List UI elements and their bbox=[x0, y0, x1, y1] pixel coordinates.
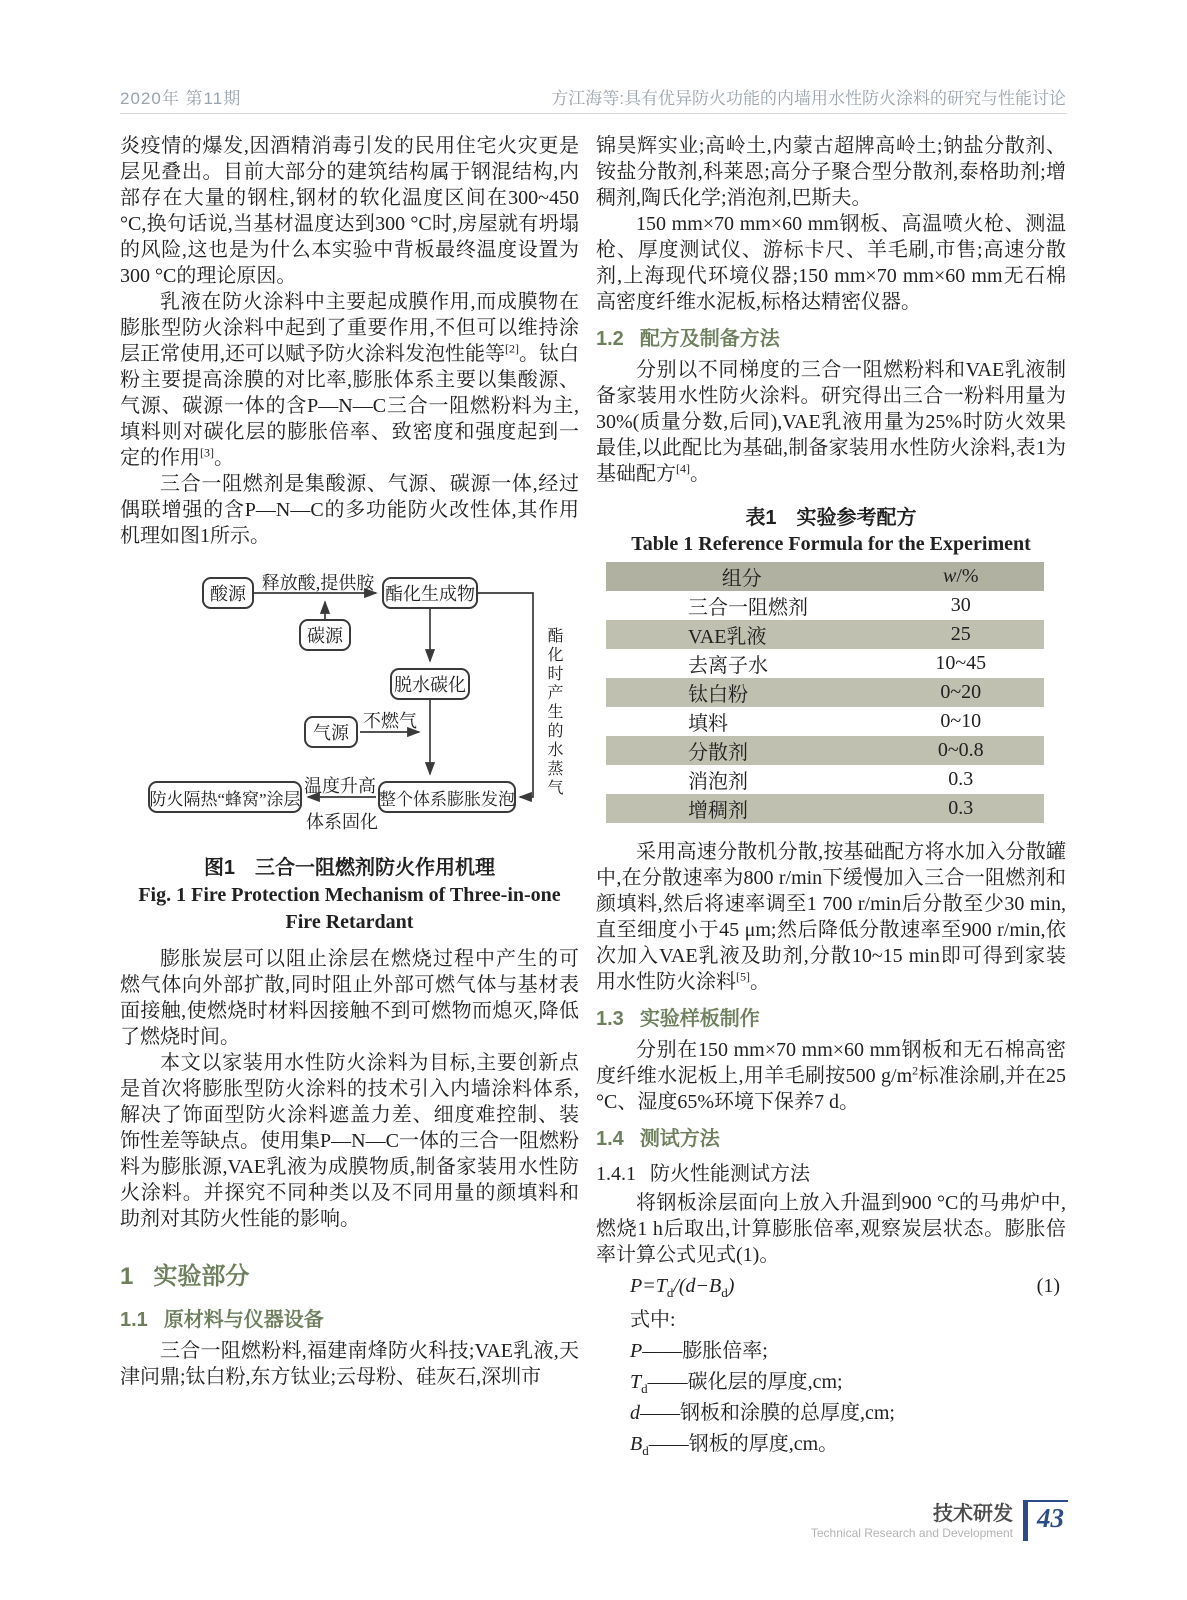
citation-ref: [2] bbox=[505, 341, 519, 356]
header-running-title: 方江海等:具有优异防火功能的内墙用水性防火涂料的研究与性能讨论 bbox=[551, 89, 1066, 108]
component-cell: 分散剂 bbox=[606, 736, 878, 765]
paragraph bbox=[120, 289, 579, 471]
table-header-wpercent bbox=[878, 562, 1044, 591]
component-cell: 填料 bbox=[688, 713, 728, 735]
section-title: 实验部分 bbox=[153, 1263, 250, 1290]
table-row bbox=[606, 736, 1044, 765]
node-carbon-source: 碳源 bbox=[299, 619, 351, 651]
table-header-row bbox=[606, 562, 1044, 591]
section-number: 1.2 bbox=[596, 328, 624, 350]
footer-section bbox=[811, 1503, 1013, 1541]
section-heading-1-2 bbox=[596, 322, 1066, 351]
section-number: 1.4 bbox=[596, 1128, 624, 1150]
table-header-percent: /% bbox=[956, 565, 979, 587]
paragraph-text: 。 bbox=[214, 447, 234, 469]
value-cell: 0.3 bbox=[948, 768, 974, 790]
page-footer bbox=[811, 1500, 1068, 1541]
value-cell: 0~20 bbox=[878, 678, 1044, 707]
table-row bbox=[606, 678, 1044, 707]
table-row bbox=[606, 591, 1044, 620]
paragraph: 三合一阻燃剂是集酸源、气源、碳源一体,经过偶联增强的含P—N—C的多功能防火改性体,其作用机理如图1所示。 bbox=[120, 473, 579, 547]
paragraph: 炎疫情的爆发,因酒精消毒引发的民用住宅火灾更是层见叠出。目前大部分的建筑结构属于钢混结构,内部存在大量的钢柱,钢材的软化温度区间在300~450 °C,换句话说,当基材温度达到300 °C时,房屋就有坍塌的风险,这也是为什么本实验中背板最终温度设置为300 °C的理论原因。 bbox=[120, 135, 579, 287]
variable: P bbox=[630, 1340, 643, 1362]
right-column bbox=[596, 133, 1066, 1460]
paragraph: 本文以家装用水性防火涂料为目标,主要创新点是首次将膨胀型防火涂料的技术引入内墙涂料体系,解决了饰面型防火涂料遮盖力差、细度难控制、装饰性差等缺点。使用集P—N—C一体的三合一阻燃粉料为膨胀源,VAE乳液为成膜物质,制备家装用水性防火涂料。并探究不同种类以及不同用量的颜填料和助剂对其防火性能的影响。 bbox=[120, 1052, 579, 1230]
page-number: 43 bbox=[1037, 1503, 1064, 1533]
node-acid-source: 酸源 bbox=[202, 577, 254, 609]
figure-caption-en: Fig. 1 Fire Protection Mechanism of Three-in-one Fire Retardant bbox=[138, 884, 561, 933]
definition-line bbox=[596, 1336, 1066, 1367]
definition-text: ——膨胀倍率; bbox=[642, 1340, 768, 1362]
edge-label-nonflammable-gas: 不燃气 bbox=[363, 711, 417, 731]
paragraph-text: 。钛白粉主要提高涂膜的对比率,膨胀体系主要以集酸源、气源、碳源一体的含P—N—C三合一阻燃粉料为主,填料则对碳化层的膨胀倍率、致密度和强度起到一定的作用 bbox=[120, 343, 579, 469]
paragraph-text: 。 bbox=[690, 463, 710, 485]
paragraph: 膨胀炭层可以阻止涂层在燃烧过程中产生的可燃气体向外部扩散,同时阻止外部可燃气体与基材表面接触,使燃烧时材料因接触不到可燃物而熄灭,降低了燃烧时间。 bbox=[120, 948, 579, 1048]
left-column bbox=[120, 133, 579, 1390]
component-cell: 钛白粉 bbox=[606, 678, 878, 707]
value-cell: 10~45 bbox=[935, 652, 987, 674]
equation-text: ) bbox=[727, 1275, 735, 1297]
reference-formula-table bbox=[606, 562, 1044, 823]
table-header-w: w bbox=[942, 565, 957, 587]
paragraph: 将钢板涂层面向上放入升温到900 °C的马弗炉中,燃烧1 h后取出,计算膨胀倍率,观察炭层状态。膨胀倍率计算公式见式(1)。 bbox=[596, 1192, 1066, 1266]
section-title: 实验样板制作 bbox=[639, 1008, 760, 1030]
paragraph bbox=[596, 357, 1066, 487]
definition-text: ——钢板的厚度,cm。 bbox=[648, 1433, 839, 1455]
definition-text: ——碳化层的厚度,cm; bbox=[647, 1371, 843, 1393]
table-row bbox=[606, 794, 1044, 823]
page-number-badge bbox=[1023, 1500, 1068, 1541]
paragraph-text: 分别在150 mm×70 mm×60 mm钢板和无石棉高密度纤维水泥板上,用羊毛刷按500 g/m bbox=[596, 1039, 1066, 1087]
paragraph-text: 标准涂刷,并在25 °C、湿度65%环境下保养7 d。 bbox=[596, 1065, 1066, 1113]
equation-number: (1) bbox=[1036, 1275, 1060, 1297]
section-number: 1 bbox=[120, 1263, 134, 1290]
citation-ref: [3] bbox=[200, 445, 214, 460]
table-title-en: Table 1 Reference Formula for the Experiment bbox=[631, 533, 1031, 555]
variable: B bbox=[630, 1433, 643, 1455]
variable: T bbox=[630, 1371, 642, 1393]
paragraph-text: 采用高速分散机分散,按基础配方将水加入分散罐中,在分散速率为800 r/min下缓慢加入三合一阻燃剂和颜填料,然后将速率调至1 700 r/min后分散至少30 min,直至细度小于45 μm;然后降低分散速率至900 r/min,依次加入VAE乳液及助剂,分散10~15 min即可得到家装用水性防火涂料 bbox=[596, 841, 1066, 993]
citation-ref: [4] bbox=[676, 461, 690, 476]
value-cell: 0.3 bbox=[878, 794, 1044, 823]
section-number: 1.4.1 bbox=[596, 1163, 636, 1185]
variable: d bbox=[630, 1402, 640, 1424]
value-cell: 0~10 bbox=[940, 710, 982, 732]
definition-line bbox=[596, 1398, 1066, 1429]
equation-expression bbox=[630, 1275, 735, 1300]
paragraph bbox=[596, 1037, 1066, 1115]
equation-text: P=T bbox=[630, 1275, 667, 1297]
variable-subscript: d bbox=[642, 1443, 649, 1458]
component-cell: 三合一阻燃剂 bbox=[688, 597, 808, 619]
section-number: 1.1 bbox=[120, 1309, 148, 1331]
definition-text: ——钢板和涂膜的总厚度,cm; bbox=[640, 1402, 895, 1424]
value-cell: 30 bbox=[950, 594, 971, 616]
node-esterification-product: 酯化生成物 bbox=[382, 577, 478, 609]
definition-line bbox=[596, 1367, 1066, 1398]
section-heading-1 bbox=[120, 1256, 579, 1291]
section-title: 原材料与仪器设备 bbox=[163, 1309, 324, 1331]
table-header-component: 组分 bbox=[606, 562, 878, 591]
component-cell: 增稠剂 bbox=[606, 794, 878, 823]
node-dehydration-carbonization: 脱水碳化 bbox=[390, 668, 470, 700]
paragraph-text: 分别以不同梯度的三合一阻燃粉料和VAE乳液制备家装用水性防火涂料。研究得出三合一粉料用量为30%(质量分数,后同),VAE乳液用量为25%时防火效果最佳,以此配比为基础,制备家装用水性防火涂料,表1为基础配方 bbox=[596, 359, 1066, 485]
definition-line bbox=[596, 1429, 1066, 1460]
equation-text: /(d−B bbox=[673, 1275, 722, 1297]
equation-1 bbox=[596, 1271, 1066, 1302]
footer-section-cn: 技术研发 bbox=[933, 1503, 1013, 1525]
figure-caption-cn: 图1 三合一阻燃剂防火作用机理 bbox=[203, 857, 496, 879]
citation-ref: [5] bbox=[736, 969, 750, 984]
component-cell: 去离子水 bbox=[688, 655, 768, 677]
equation-subscript: d bbox=[666, 1285, 674, 1300]
paragraph-text: 。 bbox=[750, 971, 770, 993]
header-issue: 2020年 第11期 bbox=[120, 89, 242, 108]
footer-section-en: Technical Research and Development bbox=[810, 1526, 1013, 1540]
section-heading-1-4 bbox=[596, 1122, 1066, 1151]
edge-label-steam: 酯化时产生的水蒸气 bbox=[545, 627, 562, 798]
section-heading-1-3 bbox=[596, 1002, 1066, 1031]
section-heading-1-4-1 bbox=[596, 1157, 1066, 1186]
superscript: 2 bbox=[912, 1063, 919, 1078]
section-title: 测试方法 bbox=[639, 1128, 720, 1150]
paragraph-text: 乳液在防火涂料中主要起成膜作用,而成膜物在膨胀型防火涂料中起到了重要作用,不但可以维持涂层正常使用,还可以赋予防火涂料发泡性能等 bbox=[120, 291, 579, 365]
edge-label-temperature-rise: 温度升高 bbox=[304, 776, 376, 796]
edge-label-system-solidify: 体系固化 bbox=[306, 812, 378, 832]
table-row bbox=[606, 649, 1044, 678]
table-row bbox=[606, 620, 1044, 649]
variable-subscript: d bbox=[641, 1381, 648, 1396]
table-title-cn: 表1 实验参考配方 bbox=[745, 507, 917, 529]
node-system-expansion: 整个体系膨胀发泡 bbox=[378, 781, 516, 813]
table-row bbox=[606, 707, 1044, 736]
section-number: 1.3 bbox=[596, 1008, 624, 1030]
component-cell: 消泡剂 bbox=[688, 771, 748, 793]
edge-label-release-acid: 释放酸,提供胺 bbox=[261, 573, 375, 593]
paragraph: 锦昊辉实业;高岭土,内蒙古超牌高岭土;钠盐分散剂、铵盐分散剂,科莱恩;高分子聚合型分散剂,泰格助剂;增稠剂,陶氏化学;消泡剂,巴斯夫。 bbox=[596, 135, 1066, 209]
section-title: 配方及制备方法 bbox=[639, 328, 780, 350]
value-cell: 25 bbox=[878, 620, 1044, 649]
node-honeycomb-coating: 防火隔热“蜂窝”涂层 bbox=[148, 781, 302, 813]
section-title: 防火性能测试方法 bbox=[650, 1163, 810, 1185]
paragraph bbox=[596, 839, 1066, 995]
where-label: 式中: bbox=[630, 1309, 676, 1331]
value-cell: 0~0.8 bbox=[878, 736, 1044, 765]
node-gas-source: 气源 bbox=[304, 716, 358, 748]
header-rule bbox=[120, 113, 1067, 114]
paragraph: 150 mm×70 mm×60 mm钢板、高温喷火枪、测温枪、厚度测试仪、游标卡尺、羊毛刷,市售;高速分散剂,上海现代环境仪器;150 mm×70 mm×60 mm无石棉高密度纤维水泥板,标格达精密仪器。 bbox=[596, 213, 1066, 313]
component-cell: VAE乳液 bbox=[606, 620, 878, 649]
section-heading-1-1 bbox=[120, 1303, 579, 1332]
equation-subscript: d bbox=[721, 1285, 728, 1300]
table-row bbox=[606, 765, 1044, 794]
paragraph: 三合一阻燃粉料,福建南烽防火科技;VAE乳液,天津问鼎;钛白粉,东方钛业;云母粉、硅灰石,深圳市 bbox=[120, 1340, 579, 1388]
figure-flowchart bbox=[120, 569, 579, 843]
